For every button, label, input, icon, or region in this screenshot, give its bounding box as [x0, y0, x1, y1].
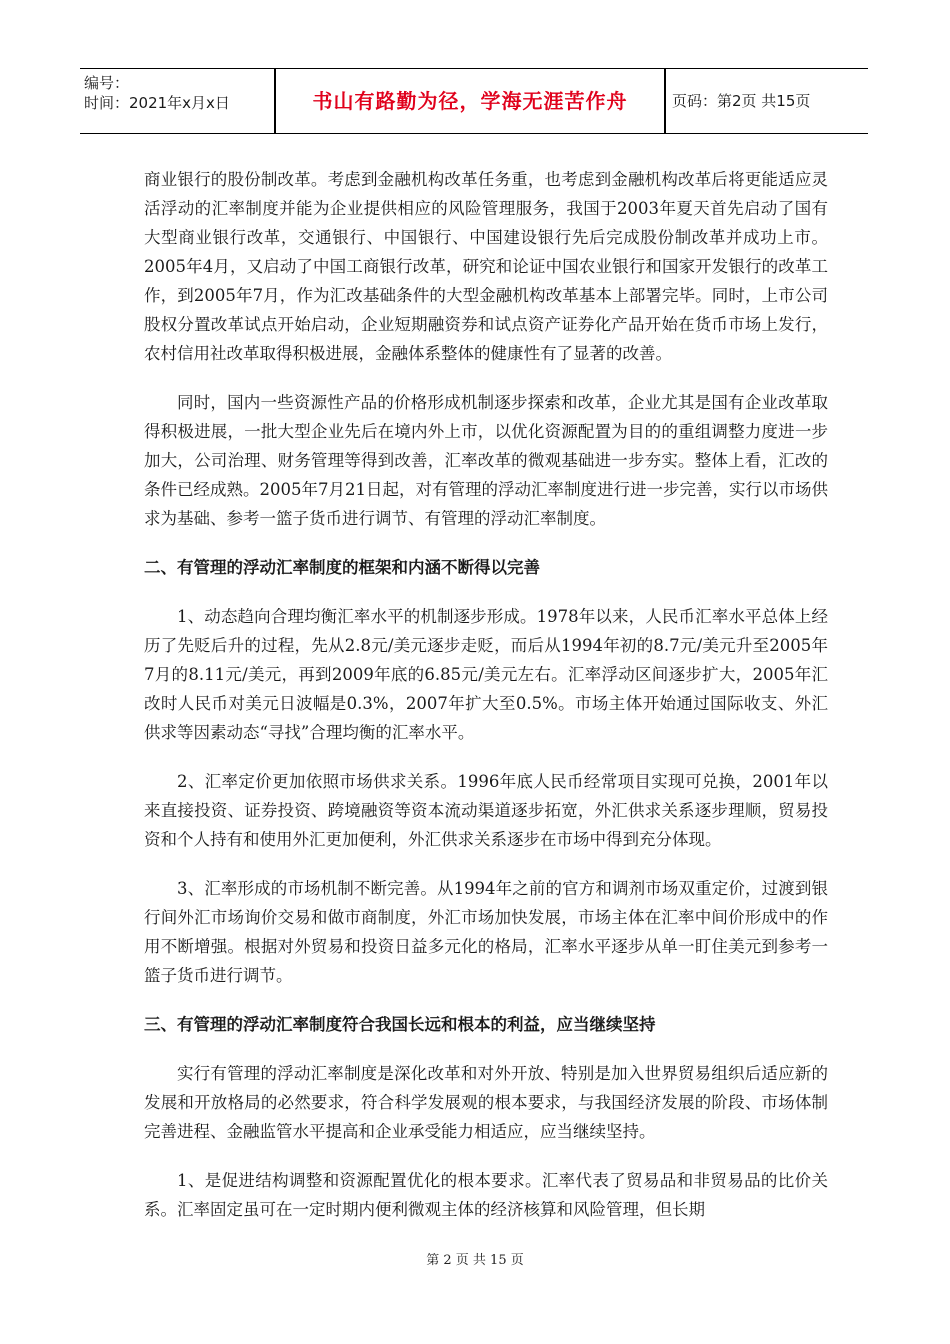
paragraph: 实行有管理的浮动汇率制度是深化改革和对外开放、特别是加入世界贸易组织后适应新的发展和开放格局的必然要求，符合科学发展观的根本要求，与我国经济发展的阶段、市场体制完善进程、金融监管水平提高和企业承受能力相适应，应当继续坚持。	[144, 1064, 828, 1141]
header-motto: 书山有路勤为径，学海无涯苦作舟	[312, 89, 628, 113]
paragraph: 2、汇率定价更加依照市场供求关系。1996年底人民币经常项目实现可兑换，2001年以来直接投资、证券投资、跨境融资等资本流动渠道逐步拓宽，外汇供求关系逐步理顺，贸易投资和个人持有和使用外汇更加便利，外汇供求关系逐步在市场中得到充分体现。	[144, 772, 828, 849]
header-divider	[664, 69, 666, 133]
header-meta	[84, 73, 274, 113]
paragraph: 1、是促进结构调整和资源配置优化的根本要求。汇率代表了贸易品和非贸易品的比价关系。汇率固定虽可在一定时期内便利微观主体的经济核算和风险管理，但长期	[144, 1171, 828, 1219]
paragraph: 1、动态趋向合理均衡汇率水平的机制逐步形成。1978年以来，人民币汇率水平总体上经历了先贬后升的过程，先从2.8元/美元逐步走贬，而后从1994年初的8.7元/美元升至2005年7月的8.11元/美元，再到2009年底的6.85元/美元左右。汇率浮动区间逐步扩大，2005年汇改时人民币对美元日波幅是0.3%，2007年扩大至0.5%。市场主体开始通过国际收支、外汇供求等因素动态“寻找”合理均衡的汇率水平。	[144, 607, 828, 742]
paragraph: 同时，国内一些资源性产品的价格形成机制逐步探索和改革，企业尤其是国有企业改革取得积极进展，一批大型企业先后在境内外上市，以优化资源配置为目的的重组调整力度进一步加大，公司治理、财务管理等得到改善，汇率改革的微观基础进一步夯实。整体上看，汇改的条件已经成熟。2005年7月21日起，对有管理的浮动汇率制度进行进一步完善，实行以市场供求为基础、参考一篮子货币进行调节、有管理的浮动汇率制度。	[144, 393, 828, 528]
time-label: 时间：2021年x月x日	[84, 94, 230, 112]
paragraph: 商业银行的股份制改革。考虑到金融机构改革任务重，也考虑到金融机构改革后将更能适应灵活浮动的汇率制度并能为企业提供相应的风险管理服务，我国于2003年夏天首先启动了国有大型商业银行改革，交通银行、中国银行、中国建设银行先后完成股份制改革并成功上市。2005年4月，又启动了中国工商银行改革，研究和论证中国农业银行和国家开发银行的改革工作，到2005年7月，作为汇改基础条件的大型金融机构改革基本上部署完毕。同时，上市公司股权分置改革试点开始启动，企业短期融资券和试点资产证券化产品开始在货币市场上发行，农村信用社改革取得积极进展，金融体系整体的健康性有了显著的改善。	[144, 170, 828, 363]
paragraph: 3、汇率形成的市场机制不断完善。从1994年之前的官方和调剂市场双重定价，过渡到银行间外汇市场询价交易和做市商制度，外汇市场加快发展，市场主体在汇率中间价形成中的作用不断增强。根据对外贸易和投资日益多元化的格局，汇率水平逐步从单一盯住美元到参考一篮子货币进行调节。	[144, 879, 828, 985]
section-heading: 三、有管理的浮动汇率制度符合我国长远和根本的利益，应当继续坚持	[144, 1015, 656, 1034]
page-footer: 第 2 页 共 15 页	[426, 1253, 524, 1268]
header-page-info: 页码：第2页 共15页	[672, 92, 811, 110]
document-body	[144, 165, 828, 1244]
serial-number-label: 编号：	[84, 74, 130, 92]
section-heading: 二、有管理的浮动汇率制度的框架和内涵不断得以完善	[144, 558, 540, 577]
page-header	[80, 68, 868, 134]
